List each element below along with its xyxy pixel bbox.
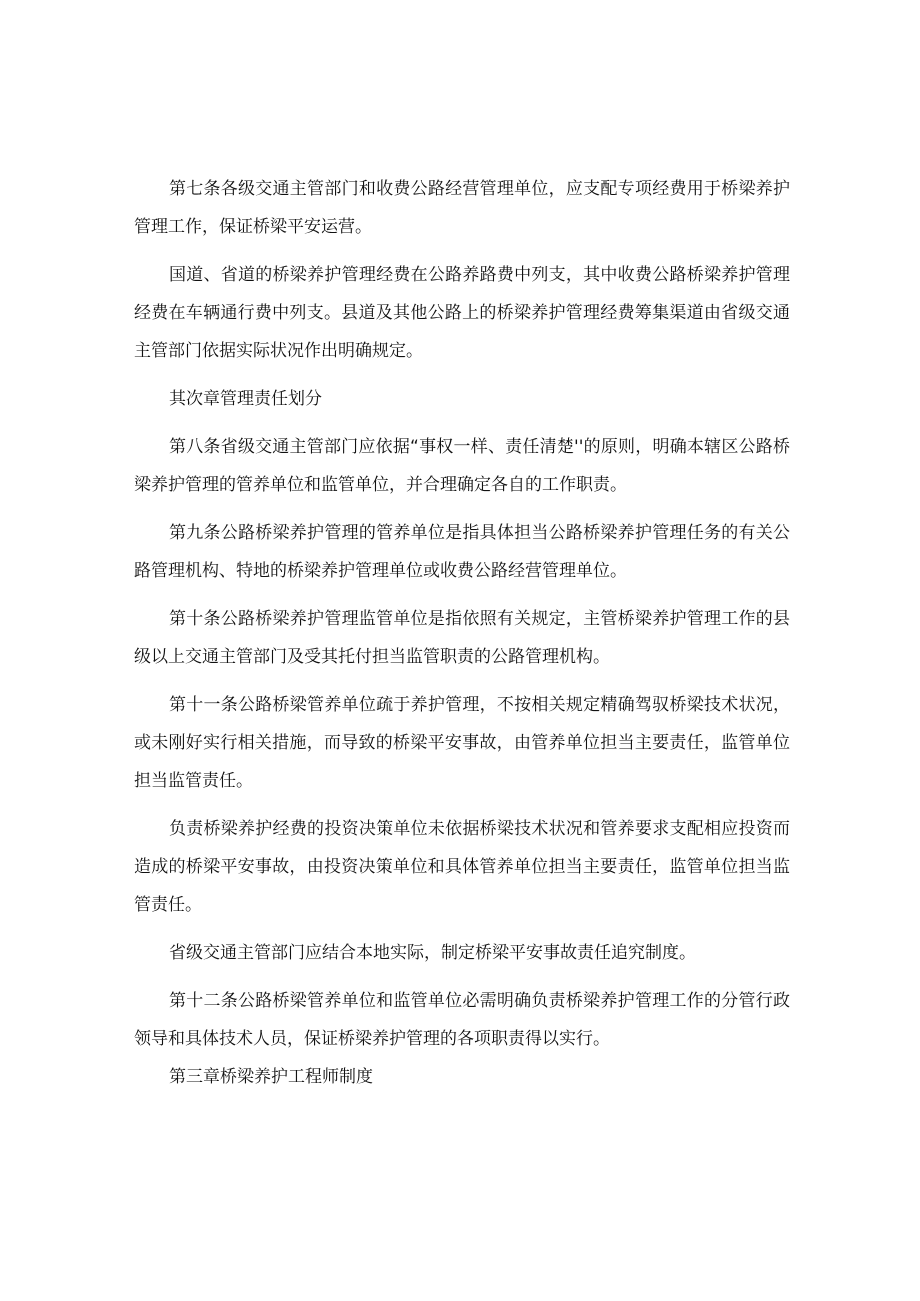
chapter-3-heading: 第三章桥梁养护工程师制度: [169, 1067, 373, 1087]
funding-paragraph: 国道、省道的桥梁养护管理经费在公路养路费中列支，其中收费公路桥梁养护管理经费在车辆通行费中列支。县道及其他公路上的桥梁养护管理经费筹集渠道由省级交通主管部门依据实际状况作出明确规定。: [134, 265, 790, 361]
article-7-paragraph: 第七条各级交通主管部门和收费公路经营管理单位，应支配专项经费用于桥梁养护管理工作，保证桥梁平安运营。: [134, 179, 790, 237]
article-12-paragraph: 第十二条公路桥梁管养单位和监管单位必需明确负责桥梁养护管理工作的分管行政领导和具体技术人员，保证桥梁养护管理的各项职责得以实行。: [134, 991, 790, 1049]
accountability-system-paragraph: 省级交通主管部门应结合本地实际，制定桥梁平安事故责任追究制度。: [169, 943, 696, 963]
investment-responsibility-paragraph: 负责桥梁养护经费的投资决策单位未依据桥梁技术状况和管养要求支配相应投资而造成的桥梁平安事故，由投资决策单位和具体管养单位担当主要责任，监管单位担当监管责任。: [134, 819, 790, 915]
article-8-paragraph: 第八条省级交通主管部门应依据“事权一样、责任清楚''的原则，明确本辖区公路桥梁养护管理的管养单位和监管单位，并合理确定各自的工作职责。: [134, 437, 790, 495]
article-10-paragraph: 第十条公路桥梁养护管理监管单位是指依照有关规定，主管桥梁养护管理工作的县级以上交通主管部门及受其托付担当监管职责的公路管理机构。: [134, 609, 790, 667]
article-11-paragraph: 第十一条公路桥梁管养单位疏于养护管理，不按相关规定精确驾驭桥梁技术状况，或未刚好实行相关措施，而导致的桥梁平安事故，由管养单位担当主要责任，监管单位担当监管责任。: [134, 695, 790, 791]
article-9-paragraph: 第九条公路桥梁养护管理的管养单位是指具体担当公路桥梁养护管理任务的有关公路管理机构、特地的桥梁养护管理单位或收费公路经营管理单位。: [134, 523, 790, 581]
chapter-2-heading: 其次章管理责任划分: [169, 389, 322, 409]
document-body: [134, 170, 790, 1106]
